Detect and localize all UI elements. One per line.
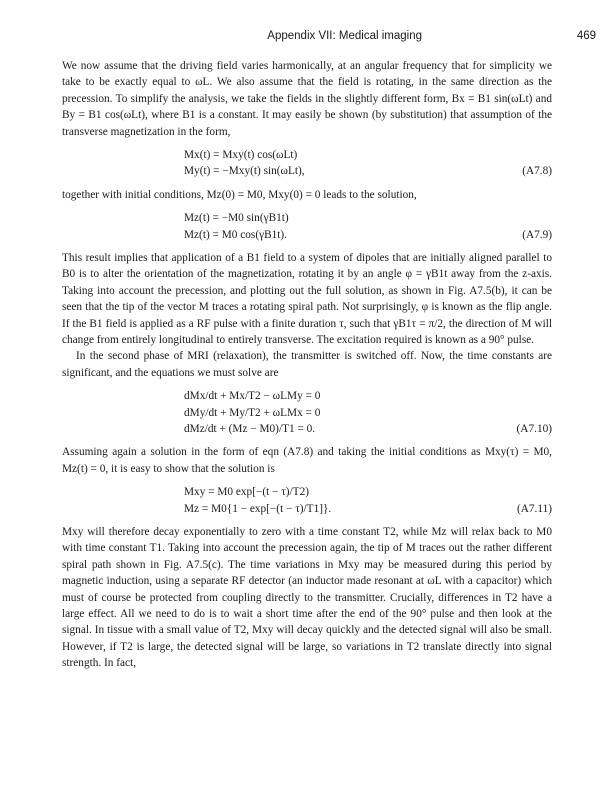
- equation-line: Mz(t) = −M0 sin(γB1t): [184, 212, 289, 225]
- equation-line: Mx(t) = Mxy(t) cos(ωLt): [184, 149, 298, 162]
- paragraph-relaxation: In the second phase of MRI (relaxation), the transmitter is switched off. Now, the time constants are significant, and the equations we must solve are: [62, 350, 552, 379]
- running-title: Appendix VII: Medical imaging: [267, 30, 422, 42]
- equation-line: Mz(t) = M0 cos(γB1t).: [184, 228, 287, 241]
- paragraph-decay: Mxy will therefore decay exponentially to zero with a time constant T2, while Mz will relax back to M0 with time constant T1. Taking into account the precession again, the tip of M traces out the rather different spiral path shown in Fig. A7.5(c). The time variations in Mxy may be measured during this period by magnetic induction, using a separate RF detector (an inductor made resonant at ωL with a capacitor) which must of course be protected from coupling directly to the transmitter. Crucially, differences in T2 have a large effect. All we need to do is to wait a short time after the end of the 90° pulse and then look at the signal. In tissue with a small value of T2, Mxy will decay quickly and the detected signal will also be small. However, if T2 is large, the detected signal will be large, so variations in T2 translate directly into signal strength. In fact,: [62, 526, 552, 670]
- equation-line: dMy/dt + My/T2 + ωLMx = 0: [184, 406, 321, 419]
- equation-line: Mz = M0{1 − exp[−(t − τ)/T1]}.: [184, 502, 332, 515]
- equation-number: (A7.9): [522, 228, 552, 241]
- equation-a7-9: [62, 210, 552, 243]
- paragraph-driving-field: We now assume that the driving field varies harmonically, at an angular frequency that for simplicity we take to be exactly equal to ωL. We also assume that the field is rotating, in the same direction as the precession. To simplify the analysis, we take the fields in the slightly different form, Bx = B1 sin(ωLt) and By = B1 cos(ωLt), where B1 is a constant. It may easily be shown (by substitution) that assumption of the transverse magnetization in the form,: [62, 60, 552, 138]
- equation-a7-8: [62, 147, 552, 180]
- equation-line: My(t) = −Mxy(t) sin(ωLt),: [184, 165, 305, 178]
- equation-number: (A7.11): [516, 502, 552, 515]
- paragraph-flip-angle: This result implies that application of a B1 field to a system of dipoles that are initially aligned parallel to B0 is to alter the orientation of the magnetization, rotating it by an angle φ = γB1t away from the z-axis. Taking into account the precession, and plotting out the full solution, as shown in Fig. A7.5(b), it can be seen that the tip of the vector M traces a rotating spiral path. Not surprisingly, φ is known as the flip angle. If the B1 field is applied as a RF pulse with a finite duration τ, such that γB1τ = π/2, the direction of M will change from entirely longitudinal to entirely transverse. The excitation required is known as a 90° pulse.: [62, 252, 552, 347]
- equation-number: (A7.10): [516, 423, 552, 436]
- page-body: [62, 58, 552, 672]
- equation-line: dMx/dt + Mx/T2 − ωLMy = 0: [184, 390, 321, 403]
- paragraph-assumed-solution: Assuming again a solution in the form of eqn (A7.8) and taking the initial conditions as Mxy(τ) = M0, Mz(t) = 0, it is easy to show that the solution is: [62, 446, 552, 475]
- page-number: 469: [576, 30, 596, 42]
- equation-line: dMz/dt + (Mz − M0)/T1 = 0.: [184, 423, 316, 436]
- paragraph-initial-conditions: together with initial conditions, Mz(0) = M0, Mxy(0) = 0 leads to the solution,: [62, 188, 417, 201]
- equation-a7-11: [62, 484, 552, 517]
- equation-line: Mxy = M0 exp[−(t − τ)/T2): [184, 486, 309, 499]
- equation-number: (A7.8): [522, 165, 552, 178]
- equation-a7-10: [62, 388, 552, 437]
